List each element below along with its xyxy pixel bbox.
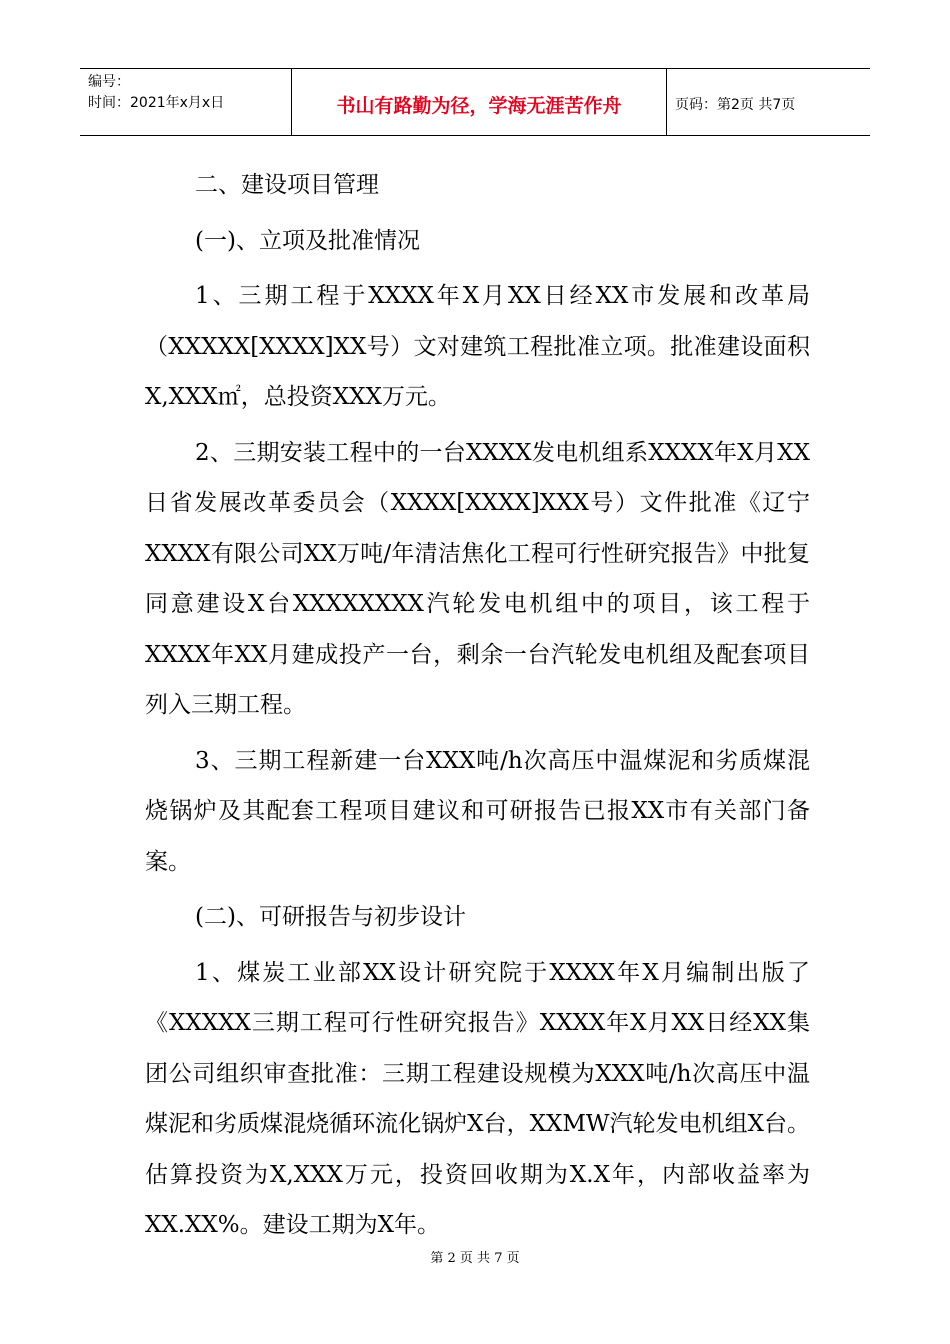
paragraph-approval-2: 2、三期安装工程中的一台XXXX发电机组系XXXX年X月XX日省发展改革委员会（XXXX[XXXX]XXX号）文件批准《辽宁XXXX有限公司XX万吨/年清洁焦化工程可行性研究报告》中批复同意建设X台XXXXXXXX汽轮发电机组中的项目，该工程于XXXX年XX月建成投产一台，剩余一台汽轮发电机组及配套项目列入三期工程。 — [145, 439, 810, 718]
paragraph-feasibility-1: 1、煤炭工业部XX设计研究院于XXXX年X月编制出版了《XXXXX三期工程可行性研究报告》XXXX年X月XX日经XX集团公司组织审查批准：三期工程建设规模为XXX吨/h次高压中温煤泥和劣质煤混烧循环流化锅炉X台，XXMW汽轮发电机组X台。估算投资为X,XXX万元，投资回收期为X.X年，内部收益率为XX.XX%。建设工期为X年。 — [145, 959, 810, 1238]
header-page-code: 页码：第2页 共7页 — [675, 97, 796, 113]
page-footer: 第 2 页 共 7 页 — [430, 1251, 520, 1266]
page-header — [80, 68, 870, 136]
section-heading: 二、建设项目管理 — [195, 172, 379, 198]
header-motto: 书山有路勤为径，学海无涯苦作舟 — [292, 69, 667, 135]
document-number-label: 编号： — [88, 74, 130, 90]
paragraph-approval-1: 1、三期工程于XXXX年X月XX日经XX市发展和改革局（XXXXX[XXXX]XX号）文对建筑工程批准立项。批准建设面积X,XXX㎡，总投资XXX万元。 — [145, 283, 810, 410]
subsection-heading-approval: (一)、立项及批准情况 — [195, 227, 420, 254]
document-body — [145, 160, 810, 1251]
subsection-heading-feasibility: (二)、可研报告与初步设计 — [195, 904, 466, 930]
paragraph-approval-3: 3、三期工程新建一台XXX吨/h次高压中温煤泥和劣质煤混烧锅炉及其配套工程项目建议和可研报告已报XX市有关部门备案。 — [145, 747, 810, 875]
header-meta — [80, 69, 292, 135]
document-time-label: 时间：2021年x月x日 — [88, 95, 225, 111]
